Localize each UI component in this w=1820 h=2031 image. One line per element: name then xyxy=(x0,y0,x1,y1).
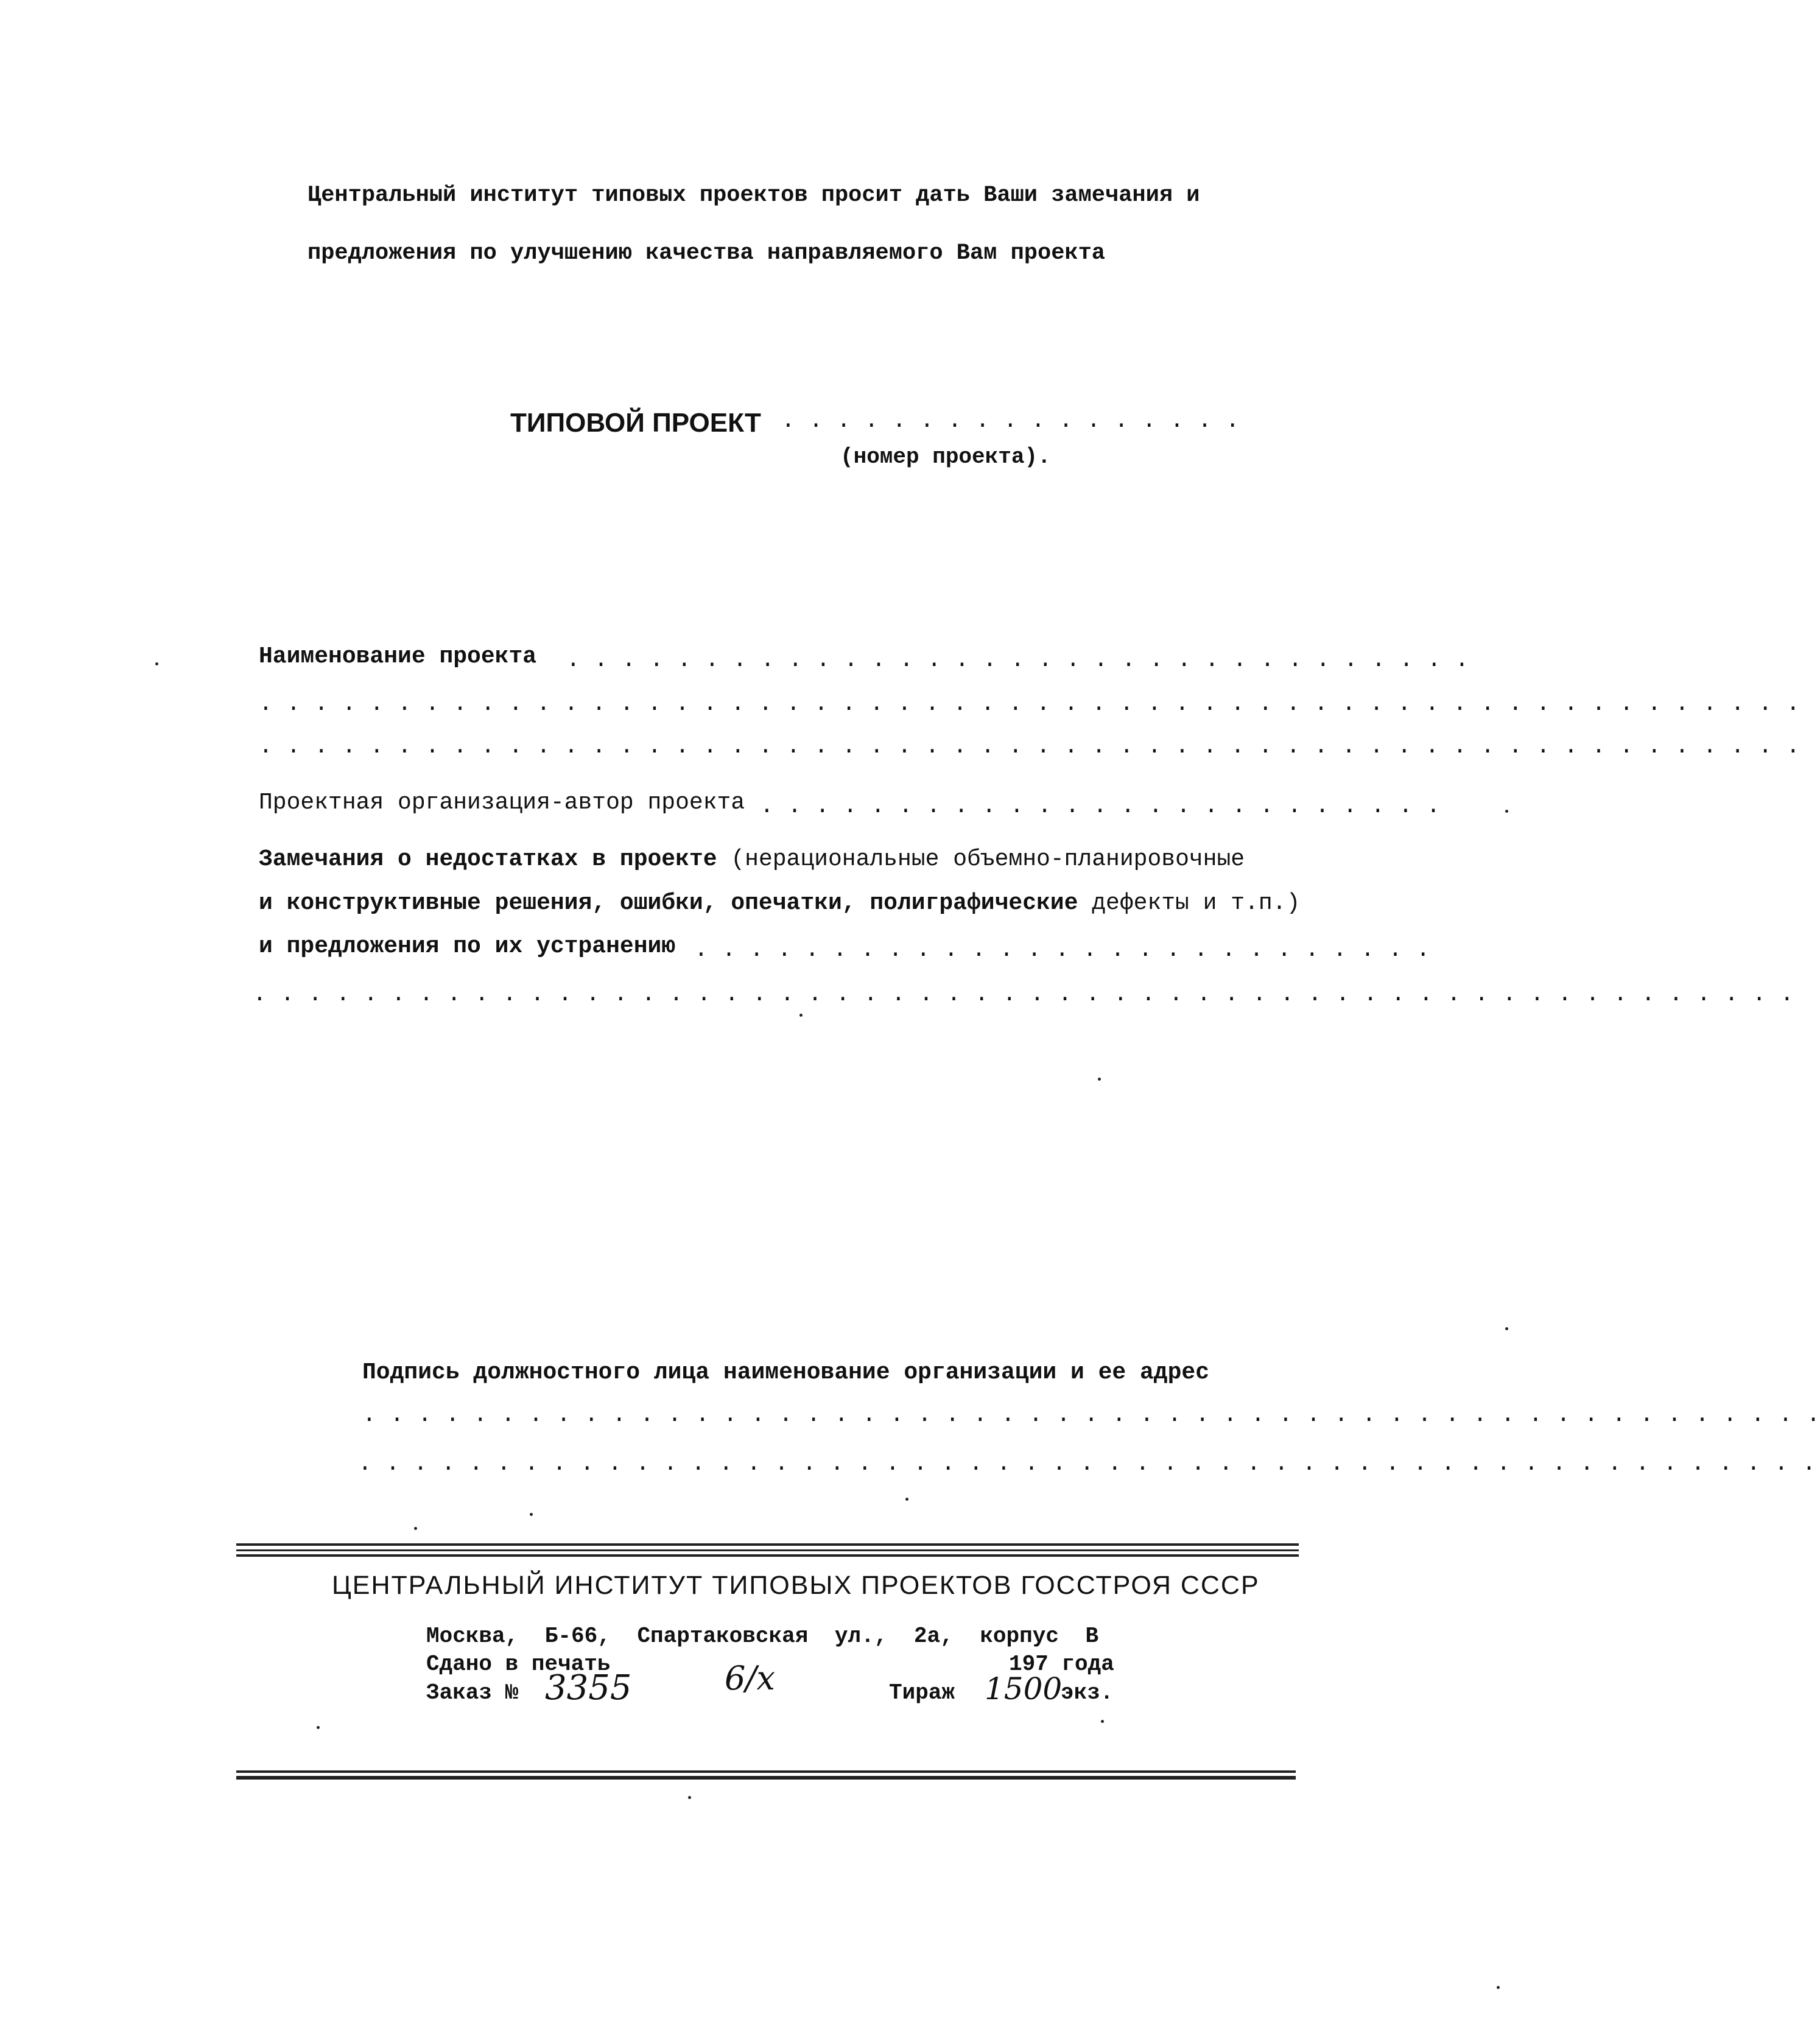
footer-rule-top-2 xyxy=(236,1549,1299,1551)
project-name-dots: . . . . . . . . . . . . . . . . . . . . . . . . . . . . . . . . . xyxy=(566,647,1469,673)
project-name-line-2: . . . . . . . . . . . . . . . . . . . . . . . . . . . . . . . . . . . . . . . . . . . . . . . . . . . . . . . . xyxy=(259,691,1801,717)
footer-rule-bottom-1 xyxy=(236,1770,1296,1773)
scan-speck xyxy=(688,1796,691,1799)
scan-speck xyxy=(155,662,158,665)
project-title: ТИПОВОЙ ПРОЕКТ xyxy=(510,408,761,438)
signature-dots-1: . . . . . . . . . . . . . . . . . . . . . . . . . . . . . . . . . . . . . . . . . . . . . . . . . . . . . xyxy=(362,1402,1820,1428)
remarks-line-1-bold: Замечания о недостатках в проекте xyxy=(259,846,717,872)
footer-year: 197 года xyxy=(1009,1652,1114,1677)
footer-order-number: 3355 xyxy=(545,1668,632,1708)
scan-speck xyxy=(530,1513,533,1516)
remarks-line-2-rest: дефекты и т.п.) xyxy=(1092,890,1301,916)
project-number-dots: . . . . . . . . . . . . . . . . . xyxy=(781,408,1240,434)
scan-speck xyxy=(317,1726,320,1729)
footer-institute: ЦЕНТРАЛЬНЫЙ ИНСТИТУТ ТИПОВЫХ ПРОЕКТОВ ГОССТРОЯ СССР xyxy=(332,1571,1260,1600)
remarks-line-3: и предложения по их устранению xyxy=(259,933,676,959)
scan-speck xyxy=(1497,1986,1500,1989)
remarks-line-4: . . . . . . . . . . . . . . . . . . . . . . . . . . . . . . . . . . . . . . . . . . . . . . . . . . . . . . . . xyxy=(253,981,1794,1008)
design-org-dots: . . . . . . . . . . . . . . . . . . . . . . . . . xyxy=(760,793,1441,819)
remarks-line-2-bold: и конструктивные решения, ошибки, опечатки, полиграфические xyxy=(259,890,1078,916)
signature-label: Подпись должностного лица наименование организации и ее адрес xyxy=(362,1359,1210,1386)
scan-speck xyxy=(1098,1078,1101,1081)
footer-fraction: 6/х xyxy=(725,1659,776,1697)
footer-run-unit: экз. xyxy=(1061,1680,1114,1705)
signature-dots-2: . . . . . . . . . . . . . . . . . . . . . . . . . . . . . . . . . . . . . . . . . . . . . . . . . . . . . xyxy=(358,1451,1816,1477)
remarks-line-1 xyxy=(259,846,1245,872)
remarks-line-1-rest: (нерациональные объемно-планировочные xyxy=(731,846,1245,872)
footer-order-label: Заказ № xyxy=(426,1680,519,1705)
project-number-caption: (номер проекта). xyxy=(840,444,1051,469)
footer-address: Москва, Б-66, Спартаковская ул., 2а, корпус В xyxy=(426,1624,1099,1649)
design-org-label: Проектная организация-автор проекта xyxy=(259,790,745,816)
footer-run-label: Тираж xyxy=(889,1680,955,1705)
remarks-line-2 xyxy=(259,890,1300,916)
scan-speck xyxy=(1505,1327,1508,1330)
scan-speck xyxy=(1101,1720,1104,1723)
scan-speck xyxy=(1505,810,1508,813)
footer-rule-top-3 xyxy=(236,1554,1299,1557)
intro-line-1: Центральный институт типовых проектов просит дать Ваши замечания и xyxy=(307,183,1200,208)
scan-speck xyxy=(414,1527,417,1530)
project-name-line-3: . . . . . . . . . . . . . . . . . . . . . . . . . . . . . . . . . . . . . . . . . . . . . . . . . . . . . . . . xyxy=(259,734,1801,760)
remarks-dots: . . . . . . . . . . . . . . . . . . . . . . . . . . . xyxy=(694,937,1430,963)
footer-rule-bottom-2 xyxy=(236,1776,1296,1780)
footer-run-number: 1500 xyxy=(985,1671,1063,1707)
footer-print-label: Сдано в печать xyxy=(426,1652,611,1677)
project-name-label: Наименование проекта xyxy=(259,644,537,670)
scan-speck xyxy=(799,1014,803,1017)
footer-rule-top-1 xyxy=(236,1543,1299,1546)
scan-speck xyxy=(905,1498,908,1501)
intro-line-2: предложения по улучшению качества направляемого Вам проекта xyxy=(307,240,1106,266)
